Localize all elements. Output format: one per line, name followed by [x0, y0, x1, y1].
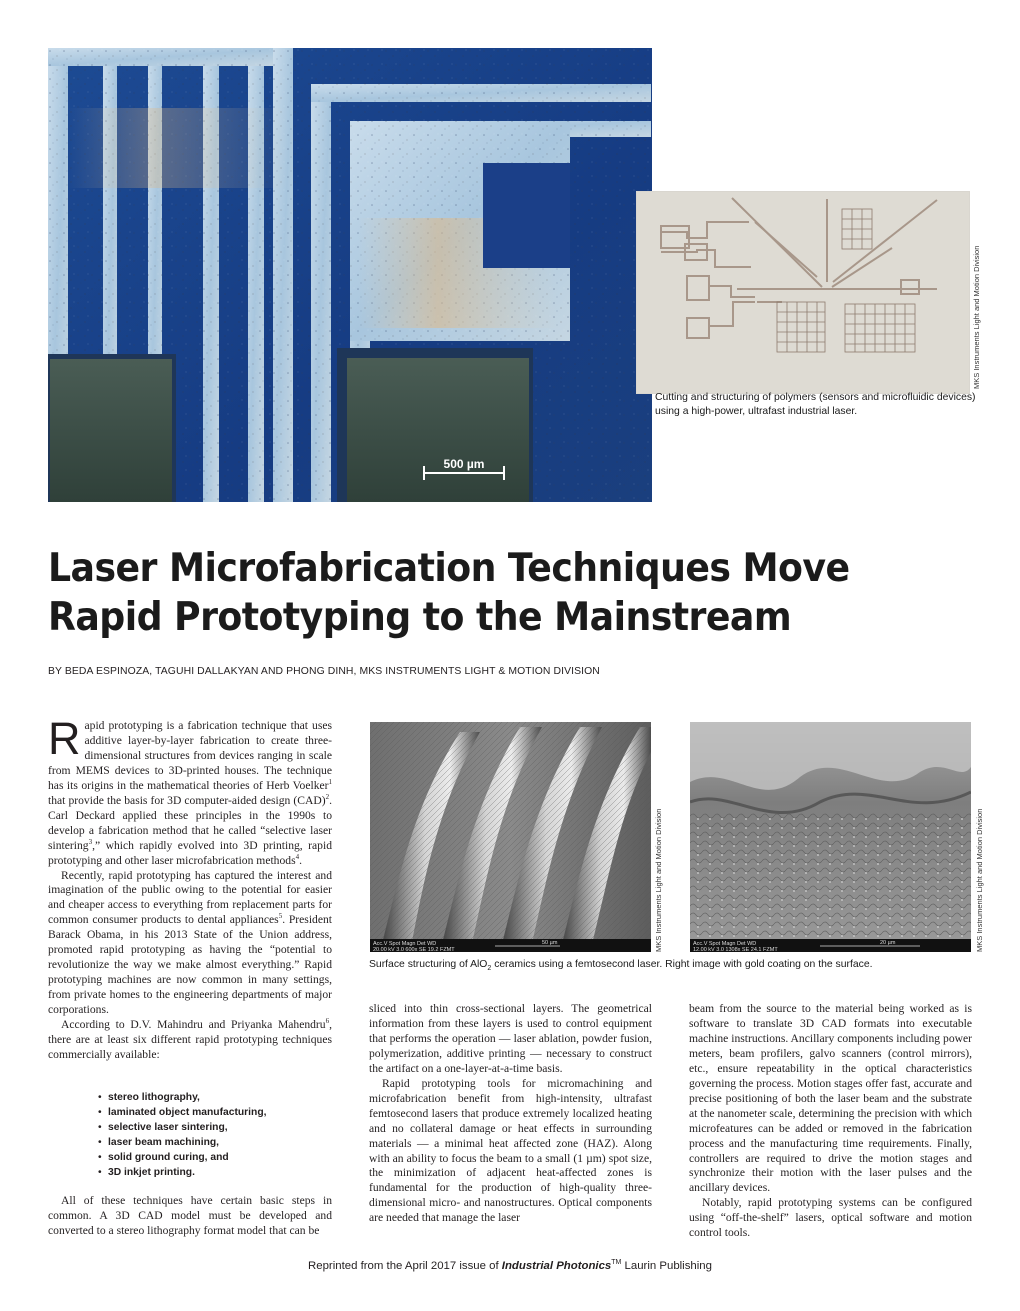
list-item: • stereo lithography,	[98, 1091, 338, 1106]
sem-scale-label: 20 µm	[880, 940, 896, 946]
sem-gold-coated-figure	[690, 722, 971, 952]
article-title-line-2: Rapid Prototyping to the Mainstream	[48, 595, 792, 640]
sem-ridges-figure	[370, 722, 651, 952]
sem-image-left	[370, 722, 651, 952]
scale-bar-label: 500 µm	[443, 457, 485, 471]
drop-cap: R	[48, 713, 81, 764]
inset-caption: Cutting and structuring of polymers (sensors and microfluidic devices) using a high-power, ultrafast industrial laser.	[655, 392, 976, 417]
footnote-ref: 1	[328, 777, 332, 786]
list-item: • 3D inkjet printing.	[98, 1166, 338, 1181]
sem-databar: Acc.V Spot Magn Det WD	[693, 941, 757, 947]
body-column-3	[689, 1002, 972, 1241]
article-title-line-1: Laser Microfabrication Techniques Move	[48, 546, 850, 591]
sem-right-credit: MKS Instruments Light and Motion Division	[975, 808, 984, 952]
paragraph: Rapid prototyping tools for micromachining and microfabrication benefit from high-intensity, ultrafast femtosecond lasers that produce extremely localized heating and no collateral damage or heat effects in surrounding materials — a minimal heat affected zone (HAZ). Along with an ability to focus the beam to a small (1 µm) spot size, the minimization of adjacent heat-affected zones is fundamental for the production of high-quality three-dimensional micro- and nanostructures. Optical components are needed that manage the laser	[369, 1076, 652, 1225]
list-item: • laser beam machining,	[98, 1136, 338, 1151]
footnote-ref: 3	[88, 837, 93, 846]
footnote-ref: 4	[295, 852, 300, 861]
sem-caption: Surface structuring of AlO$_2$ ceramics using a femtosecond laser. Right image with gold coating on the surface.	[369, 959, 873, 973]
list-item: • laminated object manufacturing,	[98, 1106, 338, 1121]
paragraph: Recently, rapid prototyping has captured the interest and imagination of the public owing to the potential for easier and cheaper access to everything from replacement parts for common consumer products to dental appliances$^5$. President Barack Obama, in his 2013 State of the Union address, promoted rapid prototyping as having the “potential to revolutionize the way we make almost everything.” Rapid prototyping machines are now common in many settings, from private homes to the engineering departments of major corporations.	[48, 868, 332, 1017]
publication-name: Industrial Photonics	[501, 1259, 612, 1272]
paragraph: beam from the source to the material being worked as is software to translate 3D CAD formats into executable machine instructions. Ancillary components including power meters, beam profilers, galvo scanners (control mirrors), etc., ensure repeatability in the optical characteristics governing the process. Motion stages offer fast, accurate and precise positioning of both the laser beam and the substrate at the nanometer scale, determining the precision with which microfeatures can be added or removed in the fabrication process and the manufacturing time requirements. Finally, controllers are required to drive the motion stages and synchronize their motion with the laser pulses and the ancillary devices.	[689, 1002, 972, 1195]
inset-photo-credit: MKS Instruments Light and Motion Division	[972, 245, 981, 389]
paragraph: All of these techniques have certain basic steps in common. A 3D CAD model must be developed and converted to a stereo lithography format model that can be	[48, 1194, 332, 1237]
body-column-1	[48, 713, 332, 1063]
byline: BY BEDA ESPINOZA, TAGUHI DALLAKYAN AND PHONG DINH, MKS INSTRUMENTS LIGHT & MOTION DIVISION	[48, 666, 600, 677]
hero-microscope-image	[48, 48, 652, 502]
paragraph: Notably, rapid prototyping systems can be configured using “off-the-shelf” lasers, optical software and motion control tools.	[689, 1196, 972, 1240]
sem-databar: 12.00 kV 3.0 1308x SE 24.1 FZMT	[693, 947, 778, 952]
footnote-ref: 6	[325, 1017, 330, 1026]
sem-scale-label: 50 µm	[542, 940, 558, 946]
intro-paragraph: Rapid prototyping is a fabrication technique that uses additive layer-by-layer fabrication to create three-dimensional structures from devices ranging in scale from MEMS devices to 3D-printed houses. The technique has its origins in the mathematical theories of Herb Voelker$^1$ that provide the basis for 3D computer-aided design (CAD)$^2$. Carl Deckard applied these principles in the 1990s to develop a fabrication method that he called “selective laser sintering$^3$,” which rapidly evolved into 3D printing, rapid prototyping and other laser microfabrication methods$^4$.	[48, 713, 332, 867]
sem-databar: 20.00 kV 3.0 600x SE 19.2 FZMT	[373, 947, 455, 952]
paragraph: sliced into thin cross-sectional layers. The geometrical information from these layers is used to control equipment that performs the operation — laser ablation, powder fusion, polymerization, additive printing — necessary to construct the artifact on a one-layer-at-a-time basis.	[369, 1002, 652, 1075]
sem-databar: Acc.V Spot Magn Det WD	[373, 941, 437, 947]
article-title	[48, 544, 904, 642]
body-column-2	[369, 1002, 652, 1226]
sem-image-right	[690, 722, 971, 952]
polymer-structuring-photo	[636, 191, 970, 394]
paragraph: According to D.V. Mahindru and Priyanka Mahendru$^6$, there are at least six different rapid prototyping techniques commercially available:	[48, 1017, 332, 1061]
microscope-electrode-figure	[48, 48, 652, 502]
body-column-1-tail	[48, 1194, 332, 1239]
polymer-sensor-figure	[637, 192, 969, 393]
list-item: • selective laser sintering,	[98, 1121, 338, 1136]
footnote-ref: 5	[278, 912, 283, 921]
reprint-footer: Reprinted from the April 2017 issue of Industrial Photonics™ Laurin Publishing	[308, 1259, 712, 1272]
list-item: • solid ground curing, and	[98, 1151, 338, 1166]
sem-left-credit: MKS Instruments Light and Motion Division	[654, 808, 663, 952]
footnote-ref: 2	[325, 792, 330, 801]
technique-list	[98, 1091, 338, 1181]
